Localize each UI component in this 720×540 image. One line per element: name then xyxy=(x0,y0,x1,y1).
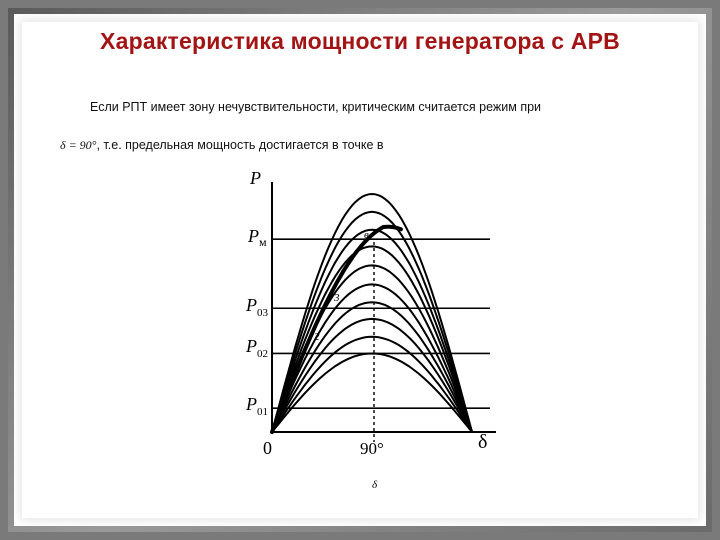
characteristic-curve-9 xyxy=(272,337,472,432)
power-angle-chart xyxy=(22,22,698,518)
y-axis-label: P xyxy=(250,168,261,188)
label-p01: $P_{01}$ xyxy=(246,394,268,418)
bottom-delta-label: δ xyxy=(372,479,378,491)
point-label-2: 2 xyxy=(314,331,320,343)
point-label-v: в xyxy=(364,229,369,241)
text-line-1: Если РПТ имеет зону нечувствительности, критическим считается режим при xyxy=(90,100,542,114)
limit-power-curve xyxy=(272,227,401,432)
slide-title: Характеристика мощности генератора с АРВ xyxy=(100,28,620,54)
label-p03: $P_{03}$ xyxy=(246,295,268,319)
delta-formula: δ = 90° xyxy=(60,138,97,152)
label-p02: $P_{02}$ xyxy=(246,336,268,360)
slide xyxy=(22,22,698,518)
chart-curves xyxy=(272,194,472,432)
point-label-3: 3 xyxy=(334,292,340,304)
text-line-2-rest: , т.е. предельная мощность достигается в точке в xyxy=(96,138,384,152)
label-pm: $P_м$ xyxy=(248,226,267,249)
tick-90-label: 90° xyxy=(360,439,384,458)
origin-label: 0 xyxy=(263,438,272,458)
x-axis-label: δ xyxy=(478,431,488,453)
